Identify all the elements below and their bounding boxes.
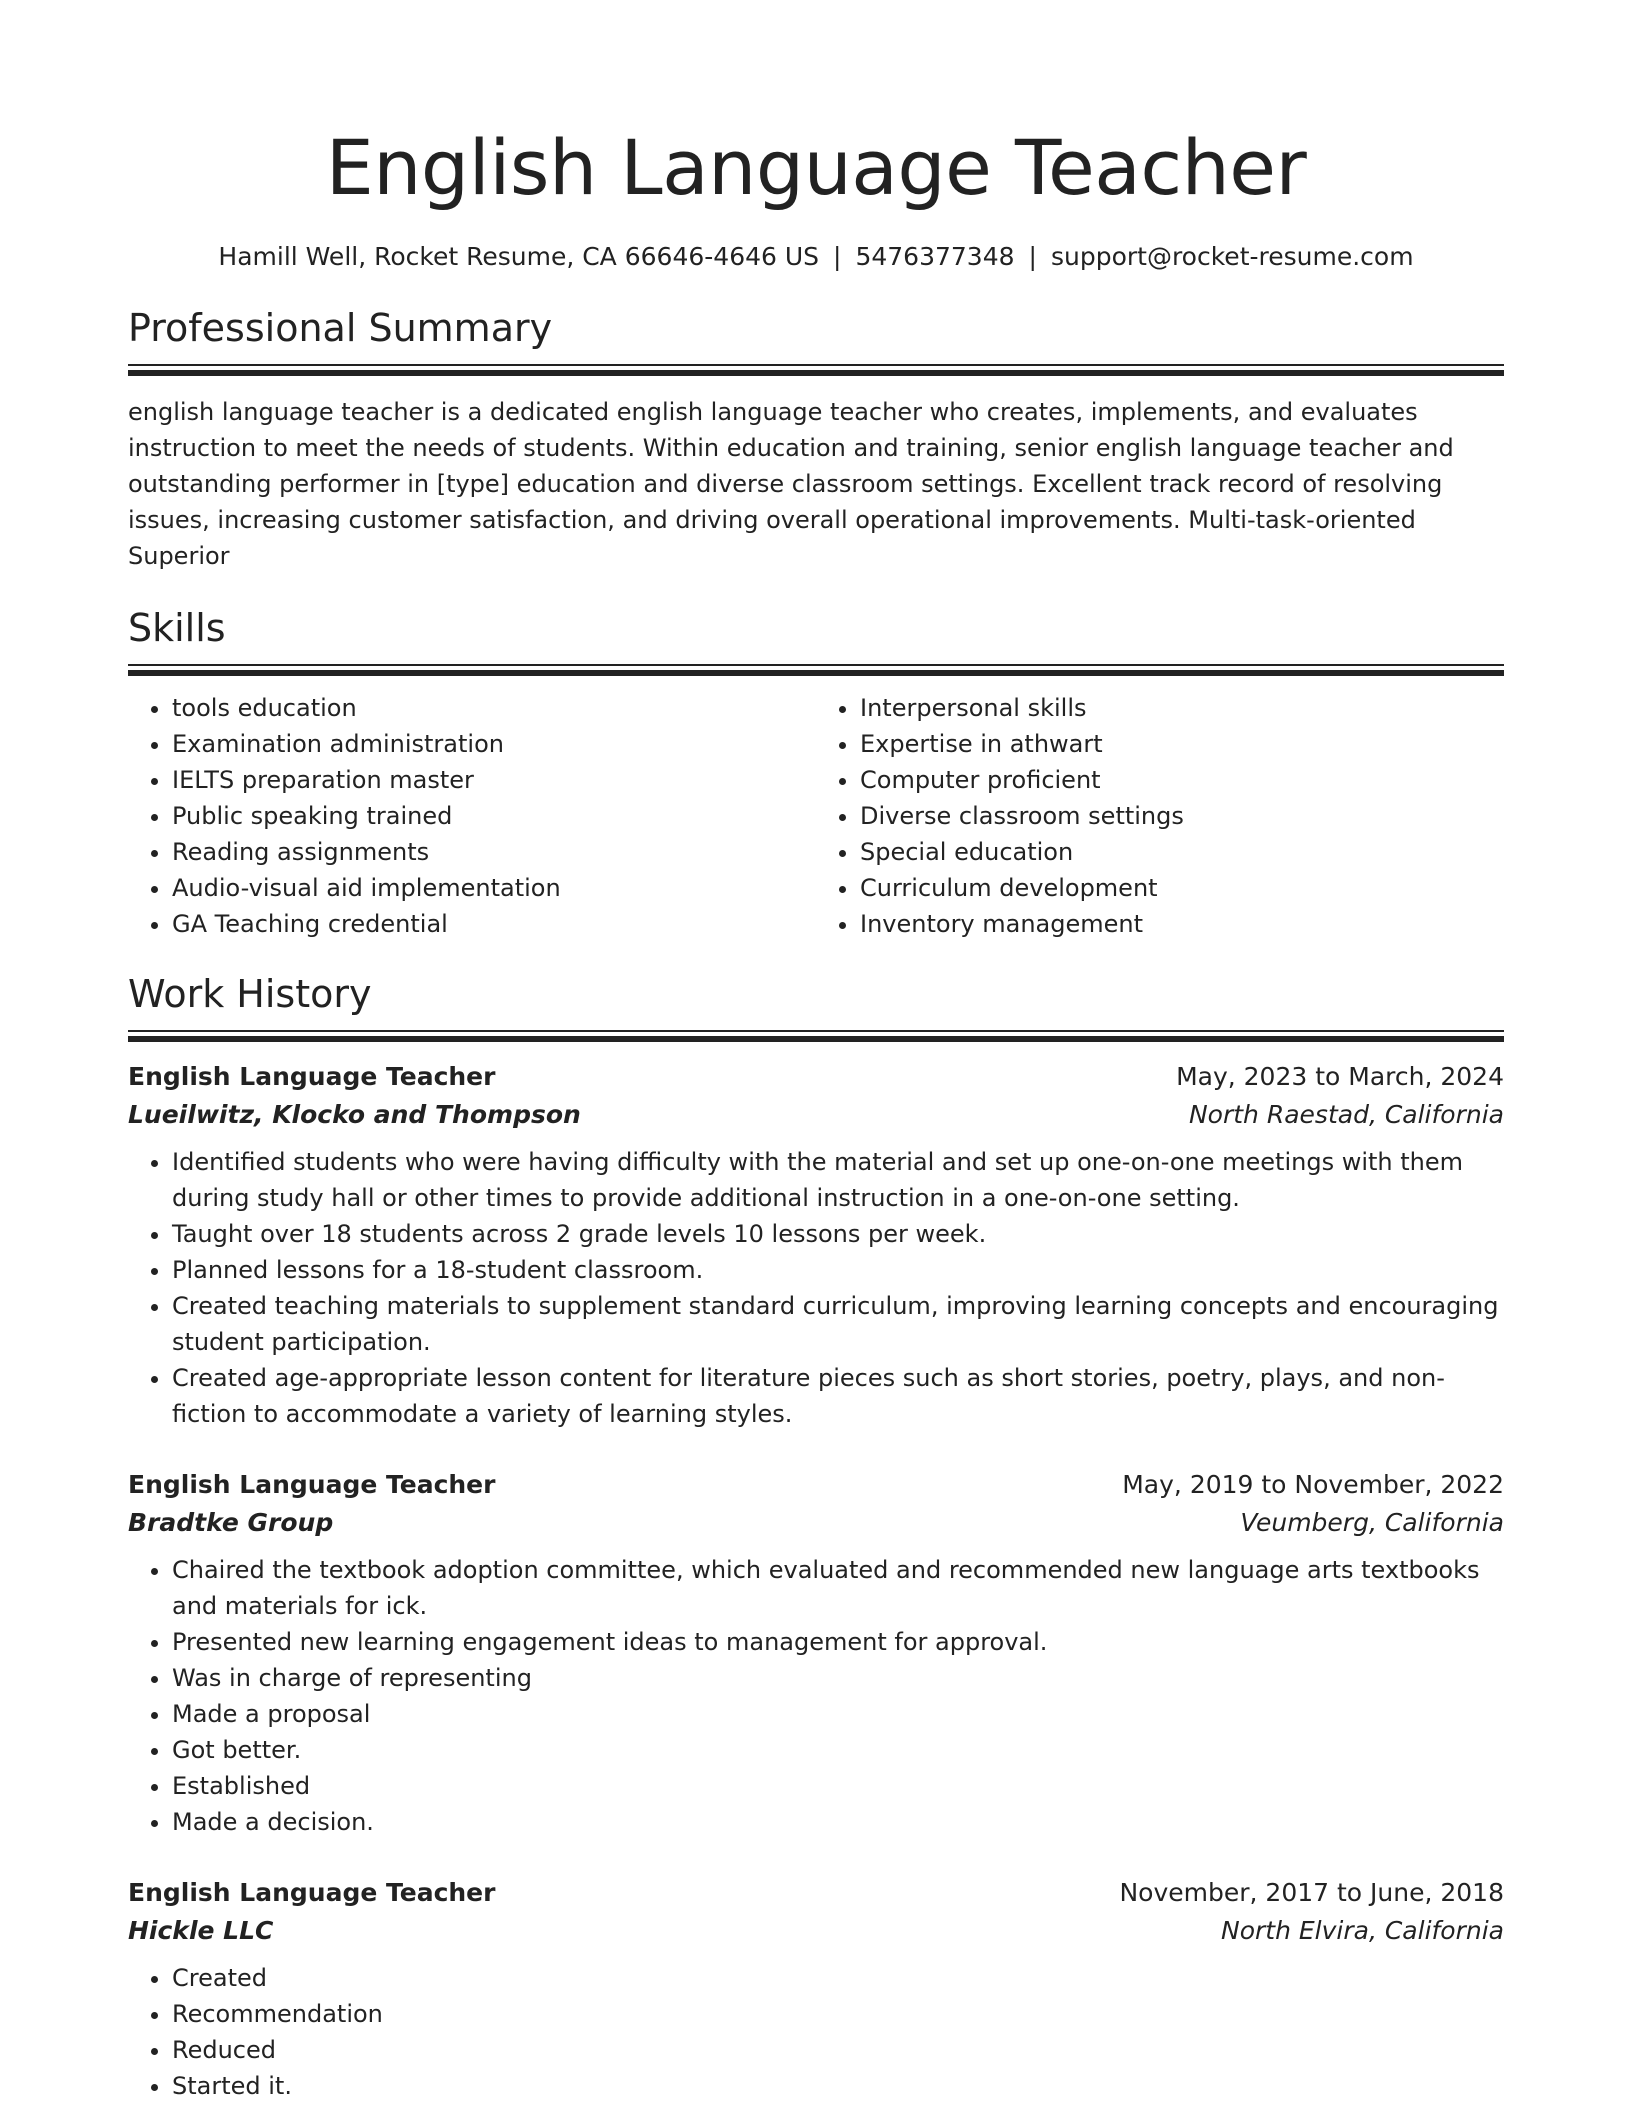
job-bullet: • Planned lessons for a 18-student classroom. — [172, 1252, 1504, 1288]
job-bullet: • Made a proposal — [172, 1696, 1504, 1732]
job-location: North Elvira, California — [1221, 1916, 1504, 1945]
job-company: Bradtke Group — [128, 1508, 334, 1537]
contact-line — [128, 240, 1504, 274]
contact-phone: 5476377348 — [855, 242, 1015, 271]
contact-separator: | — [833, 242, 842, 271]
job-bullet: • Presented new learning engagement ideas to management for approval. — [172, 1624, 1504, 1660]
skill-item: • Public speaking trained — [172, 798, 816, 834]
job-title: English Language Teacher — [128, 1878, 496, 1907]
contact-address: Hamill Well, Rocket Resume, CA 66646-4646 US — [218, 242, 820, 271]
skills-column-right — [816, 690, 1504, 942]
skill-item: • Curriculum development — [860, 870, 1504, 906]
job-location: Veumberg, California — [1240, 1508, 1504, 1537]
job-bullet: • Recommendation — [172, 1996, 1504, 2032]
section-divider — [128, 664, 1504, 674]
job-dates: May, 2019 to November, 2022 — [1122, 1470, 1504, 1499]
job-title: English Language Teacher — [128, 1470, 496, 1499]
job-bullets — [128, 1144, 1504, 1432]
section-heading-summary: Professional Summary — [128, 306, 553, 350]
job-bullet: • Established — [172, 1768, 1504, 1804]
job-dates: May, 2023 to March, 2024 — [1176, 1062, 1504, 1091]
job-dates: November, 2017 to June, 2018 — [1119, 1878, 1504, 1907]
skill-item: • Expertise in athwart — [860, 726, 1504, 762]
job-bullet: • Was in charge of representing — [172, 1660, 1504, 1696]
job-bullet: • Got better. — [172, 1732, 1504, 1768]
job-bullets — [128, 1960, 1504, 2104]
contact-email[interactable]: support@rocket-resume.com — [1050, 242, 1414, 271]
skill-item: • Inventory management — [860, 906, 1504, 942]
skill-item: • Examination administration — [172, 726, 816, 762]
job-bullet: • Chaired the textbook adoption committee, which evaluated and recommended new language arts textbooks and materials for ick. — [172, 1552, 1504, 1624]
job-bullet: • Taught over 18 students across 2 grade levels 10 lessons per week. — [172, 1216, 1504, 1252]
section-divider — [128, 364, 1504, 374]
resume-title: English Language Teacher — [325, 123, 1307, 212]
skill-item: • GA Teaching credential — [172, 906, 816, 942]
job-bullet: • Made a decision. — [172, 1804, 1504, 1840]
job-bullet: • Identified students who were having difficulty with the material and set up one-on-one meetings with them during study hall or other times to provide additional instruction in a one-on-one setting. — [172, 1144, 1504, 1216]
job-bullet: • Created age-appropriate lesson content for literature pieces such as short stories, poetry, plays, and non-fiction to accommodate a variety of learning styles. — [172, 1360, 1504, 1432]
skill-item: • IELTS preparation master — [172, 762, 816, 798]
job-entry — [128, 1058, 1504, 1432]
job-entry — [128, 1874, 1504, 2104]
job-bullets — [128, 1552, 1504, 1840]
job-company: Lueilwitz, Klocko and Thompson — [128, 1100, 581, 1129]
section-heading-skills: Skills — [128, 606, 226, 650]
summary-text: english language teacher is a dedicated english language teacher who creates, implements, and evaluates instruction to meet the needs of students. Within education and training, senior english language teacher and outstanding performer in [type] education and diverse classroom settings. Excellent track record of resolving issues, increasing customer satisfaction, and driving overall operational improvements. Multi-task-oriented Superior — [128, 398, 1454, 570]
section-divider — [128, 1030, 1504, 1040]
job-entry — [128, 1466, 1504, 1840]
skills-list — [128, 690, 1504, 942]
skill-item: • Audio-visual aid implementation — [172, 870, 816, 906]
skill-item: • Interpersonal skills — [860, 690, 1504, 726]
skill-item: • Reading assignments — [172, 834, 816, 870]
skill-item: • Special education — [860, 834, 1504, 870]
skill-item: • tools education — [172, 690, 816, 726]
section-heading-work-history: Work History — [128, 972, 372, 1016]
job-company: Hickle LLC — [128, 1916, 274, 1945]
job-bullet: • Created teaching materials to supplement standard curriculum, improving learning concepts and encouraging student participation. — [172, 1288, 1504, 1360]
job-location: North Raestad, California — [1188, 1100, 1504, 1129]
job-bullet: • Started it. — [172, 2068, 1504, 2104]
skill-item: • Computer proficient — [860, 762, 1504, 798]
skills-column-left — [128, 690, 816, 942]
job-bullet: • Reduced — [172, 2032, 1504, 2068]
contact-separator: | — [1028, 242, 1037, 271]
skill-item: • Diverse classroom settings — [860, 798, 1504, 834]
job-title: English Language Teacher — [128, 1062, 496, 1091]
job-bullet: • Created — [172, 1960, 1504, 1996]
